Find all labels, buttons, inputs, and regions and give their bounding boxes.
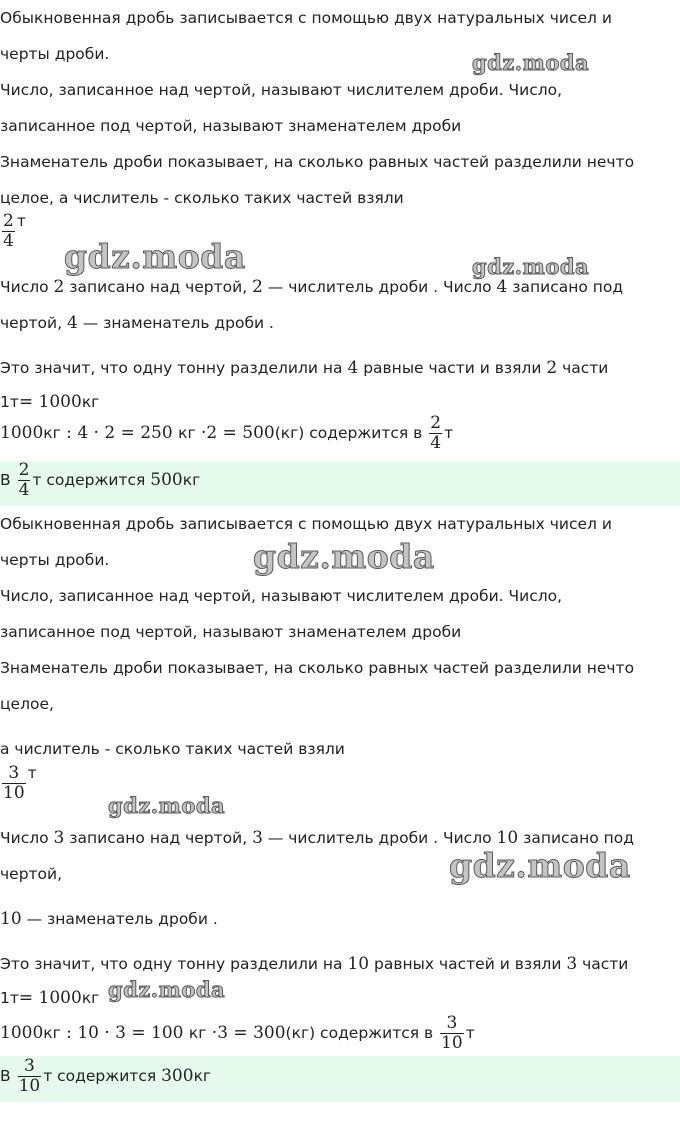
unit: т xyxy=(27,764,37,782)
ton-conversion: 1т= 1000кг xyxy=(0,392,100,412)
calculation: 1000кг : 10 · 3 = 100 кг ·3 = 300(кг) содержится в $\frac{3}{10}$ т xyxy=(0,1013,475,1053)
meaning-text: Это значит, что одну тонну разделили на 10 равных частей и взяли 3 части xyxy=(0,954,629,974)
fraction: $\frac{2}{4}$ xyxy=(430,413,442,453)
numerator-explanation: Число 2 записано над чертой, 2 — числитель дроби . Число 4 записано под xyxy=(0,277,624,297)
fraction-example-1 xyxy=(0,212,26,251)
answer-text: В $\frac{3}{10}$ т содержится 300кг xyxy=(0,1056,212,1096)
paragraph-denominator-line2: целое, xyxy=(0,695,54,713)
fraction: $\frac{3}{10}$ xyxy=(18,1056,41,1096)
denominator-explanation: чертой, 4 — знаменатель дроби . xyxy=(0,313,274,333)
numerator: 2 xyxy=(3,211,14,231)
unit: т xyxy=(16,212,26,230)
paragraph-denominator-line3: а числитель - сколько таких частей взяли xyxy=(0,740,345,758)
ton-conversion: 1т= 1000кг xyxy=(0,988,100,1008)
denominator-explanation-line1: чертой, xyxy=(0,865,63,883)
fraction xyxy=(2,764,26,803)
fraction: $\frac{2}{4}$ xyxy=(18,460,30,500)
paragraph-definition-line1: Обыкновенная дробь записывается с помощью двух натуральных чисел и xyxy=(0,515,612,533)
watermark: gdz.moda xyxy=(472,50,590,75)
paragraph-numerator-line1: Число, записанное над чертой, называют числителем дроби. Число, xyxy=(0,587,563,605)
watermark: gdz.moda xyxy=(449,846,631,885)
meaning-text: Это значит, что одну тонну разделили на 4 равные части и взяли 2 части xyxy=(0,358,609,378)
fraction xyxy=(2,212,15,251)
paragraph-denominator-line1: Знаменатель дроби показывает, на сколько равных частей разделили нечто xyxy=(0,659,635,677)
watermark: gdz.moda xyxy=(108,793,226,818)
watermark: gdz.moda xyxy=(108,977,226,1002)
paragraph-denominator-line1: Знаменатель дроби показывает, на сколько равных частей разделили нечто xyxy=(0,153,635,171)
numerator-explanation: Число 3 записано над чертой, 3 — числитель дроби . Число 10 записано под xyxy=(0,828,634,848)
paragraph-definition-line1: Обыкновенная дробь записывается с помощью двух натуральных чисел и xyxy=(0,9,612,27)
watermark: gdz.moda xyxy=(253,537,435,576)
denominator-explanation-line2: 10 — знаменатель дроби . xyxy=(0,909,218,929)
paragraph-definition-line2: черты дроби. xyxy=(0,551,110,569)
calculation: 1000кг : 4 · 2 = 250 кг ·2 = 500(кг) содержится в $\frac{2}{4}$ т xyxy=(0,413,454,453)
paragraph-numerator-line2: записанное под чертой, называют знаменателем дроби xyxy=(0,117,462,135)
answer-text: В $\frac{2}{4}$ т содержится 500кг xyxy=(0,460,201,500)
numerator: 3 xyxy=(8,763,20,783)
denominator: 4 xyxy=(3,231,14,251)
paragraph-denominator-line2: целое, а числитель - сколько таких частей взяли xyxy=(0,189,404,207)
denominator: 10 xyxy=(3,783,25,803)
watermark: gdz.moda xyxy=(64,237,246,276)
paragraph-numerator-line2: записанное под чертой, называют знаменателем дроби xyxy=(0,623,462,641)
paragraph-numerator-line1: Число, записанное над чертой, называют числителем дроби. Число, xyxy=(0,81,563,99)
watermark: gdz.moda xyxy=(472,254,590,279)
fraction: $\frac{3}{10}$ xyxy=(441,1013,463,1053)
fraction-example-2 xyxy=(0,764,37,803)
paragraph-definition-line2: черты дроби. xyxy=(0,45,110,63)
